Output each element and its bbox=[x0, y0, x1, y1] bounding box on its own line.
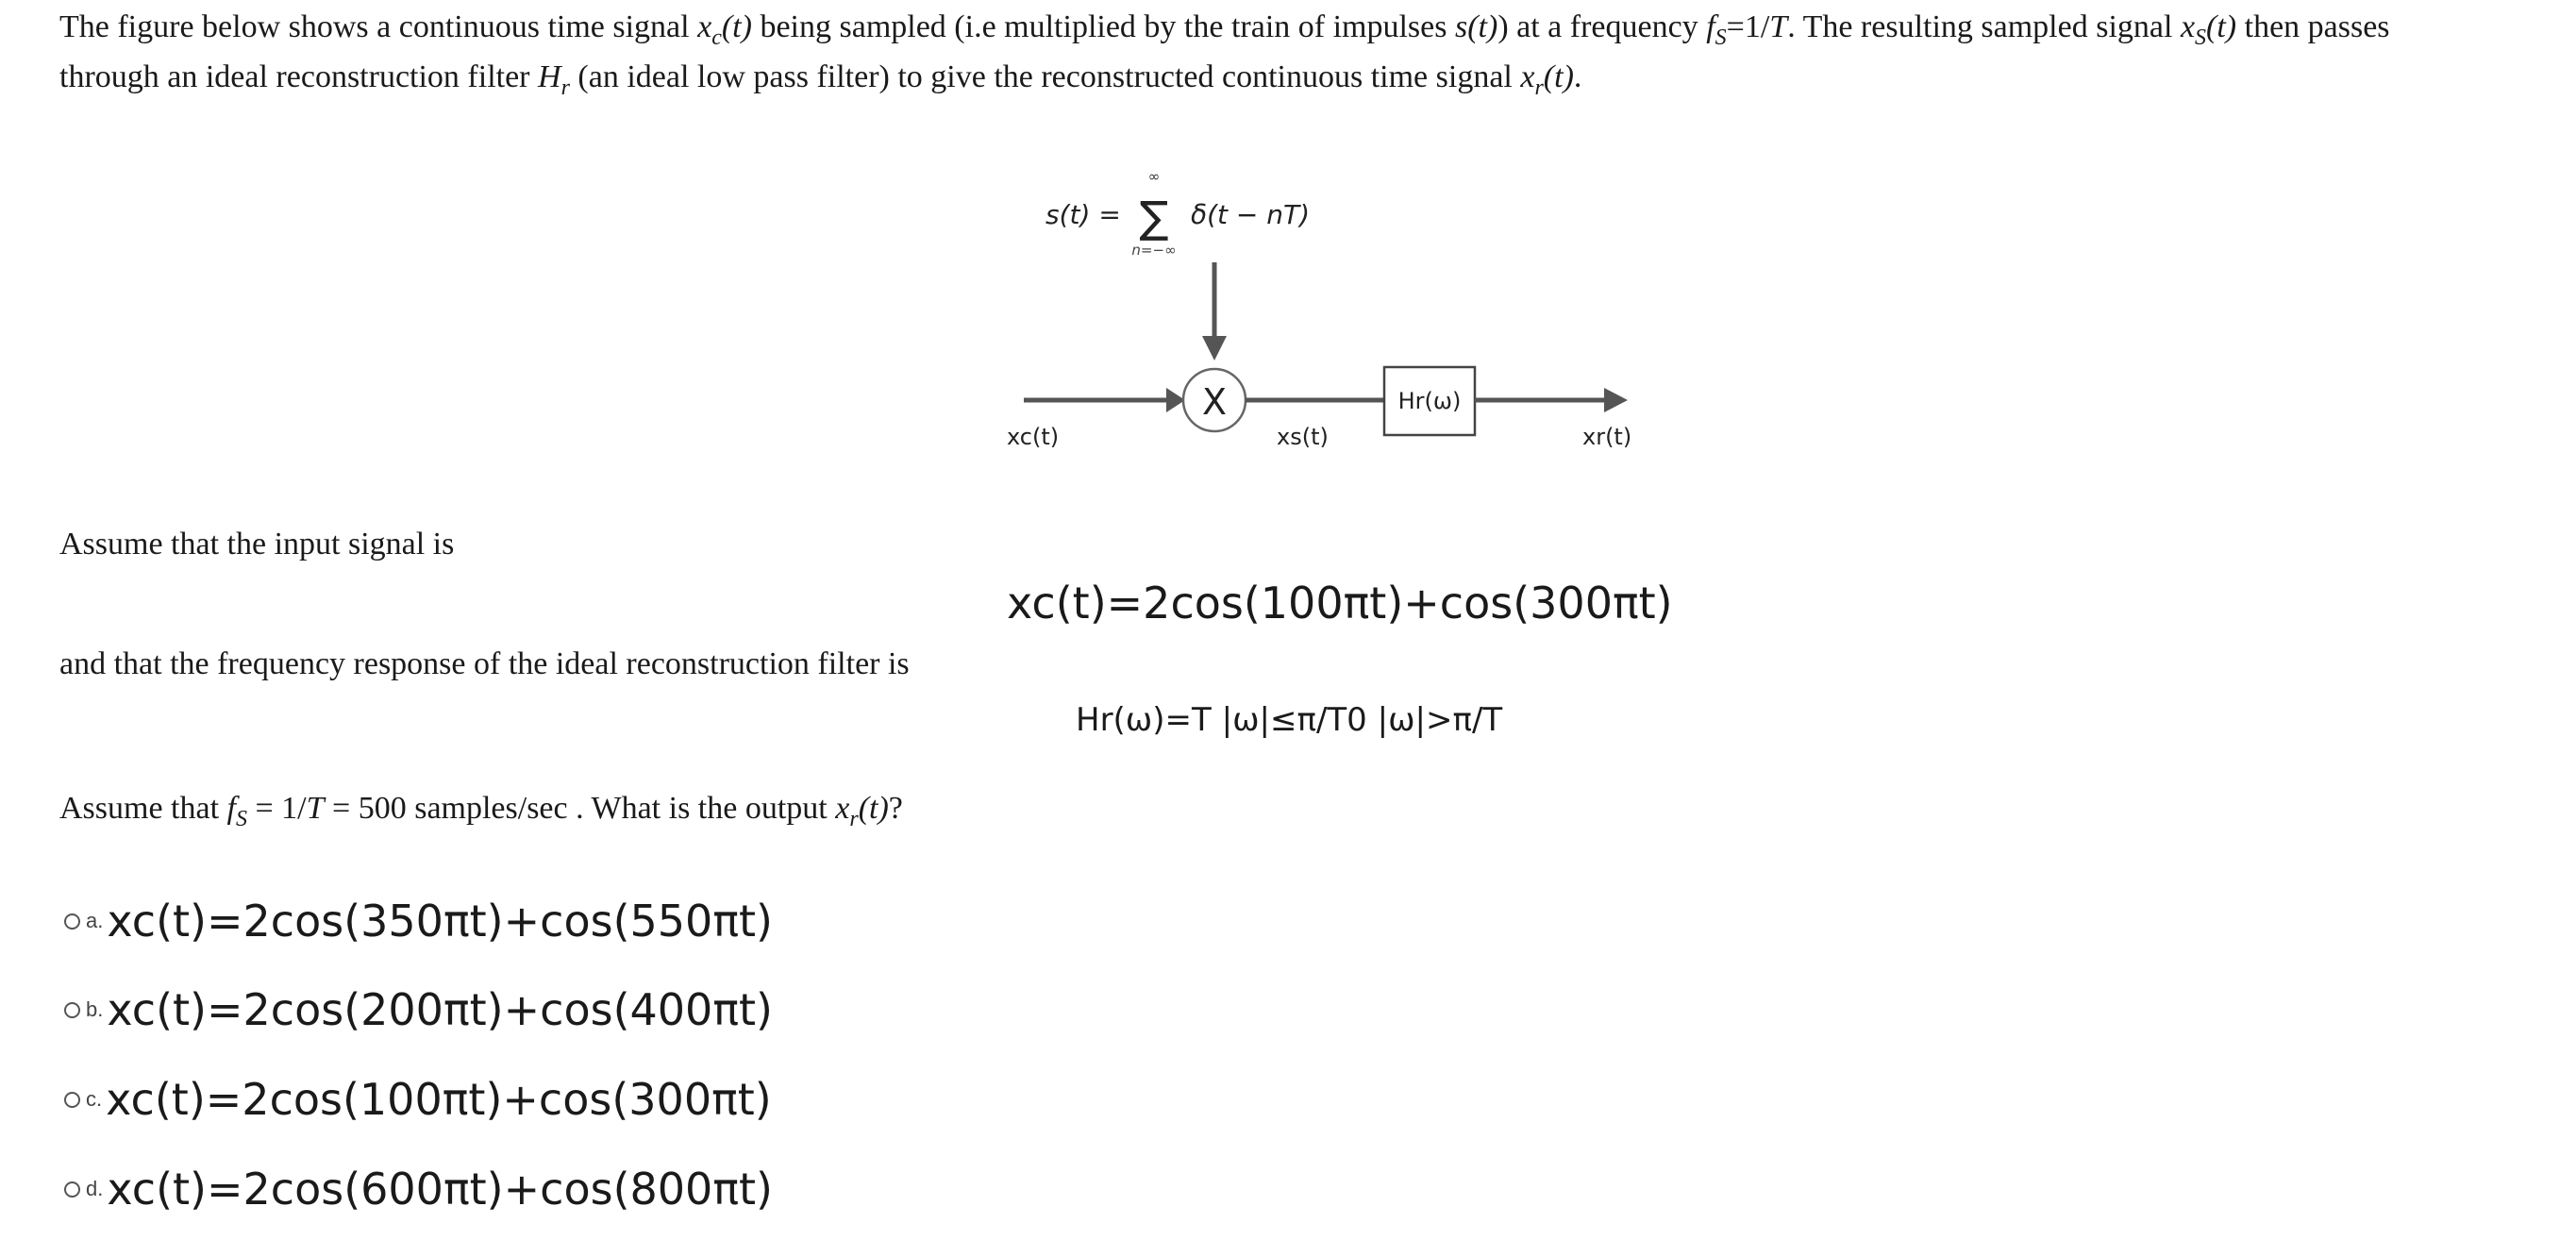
question-part: ? bbox=[888, 791, 903, 826]
sum-lower-limit: n=−∞ bbox=[1131, 242, 1177, 259]
sum-icon: ∑ bbox=[1139, 192, 1169, 243]
option-text: xc(t)=2cos(100πt)+cos(300πt) bbox=[106, 1074, 772, 1125]
filter-response-equation: Hr(ω)=T |ω|≤π/T0 |ω|>π/T bbox=[1076, 701, 1503, 739]
math-var: f bbox=[1706, 9, 1715, 44]
math-sub: S bbox=[236, 807, 247, 831]
option-text: xc(t)=2cos(350πt)+cos(550πt) bbox=[107, 896, 773, 947]
math-arg: (t) bbox=[1543, 59, 1574, 94]
math-sub: S bbox=[2195, 25, 2207, 50]
math-arg: (t) bbox=[1467, 9, 1498, 44]
arrow-right-icon bbox=[1604, 388, 1628, 412]
math-var: x bbox=[835, 791, 850, 826]
math-var: x bbox=[2180, 9, 2196, 44]
answer-option-d[interactable] bbox=[64, 1151, 773, 1227]
intro-text: through an ideal reconstruction filter bbox=[59, 59, 538, 94]
math-sub: r bbox=[849, 807, 859, 831]
sampled-signal-label: xs(t) bbox=[1277, 424, 1329, 450]
math-var: T bbox=[1769, 9, 1788, 44]
question-text bbox=[59, 791, 903, 831]
math-op: =1/ bbox=[1726, 9, 1770, 44]
math-var: H bbox=[538, 59, 561, 94]
frequency-response-text: and that the frequency response of the ideal reconstruction filter is bbox=[59, 646, 910, 681]
answer-option-b[interactable] bbox=[64, 972, 773, 1047]
intro-line-2 bbox=[59, 54, 2569, 104]
intro-text: . bbox=[1573, 59, 1582, 94]
input-signal-label: xc(t) bbox=[1007, 424, 1060, 450]
math-var: x bbox=[1520, 59, 1535, 94]
sampling-block-diagram bbox=[981, 151, 1661, 472]
math-arg: (t) bbox=[2206, 9, 2237, 44]
output-signal-label: xr(t) bbox=[1582, 424, 1632, 450]
intro-text: The figure below shows a continuous time signal bbox=[59, 9, 698, 44]
option-letter: a. bbox=[86, 909, 104, 932]
radio-button[interactable] bbox=[64, 913, 80, 930]
intro-text: being sampled (i.e multiplied by the train of impulses bbox=[751, 9, 1455, 44]
math-var: x bbox=[697, 9, 712, 44]
intro-text: . The resulting sampled signal bbox=[1787, 9, 2181, 44]
math-sub: S bbox=[1715, 25, 1727, 50]
intro-text: ) at a frequency bbox=[1497, 9, 1707, 44]
option-letter: d. bbox=[86, 1177, 104, 1200]
option-text: xc(t)=2cos(200πt)+cos(400πt) bbox=[107, 984, 773, 1035]
sampling-train-lhs: s(t) = bbox=[1045, 199, 1121, 230]
question-part: = 500 samples/sec . What is the output bbox=[324, 791, 836, 826]
input-signal-equation: xc(t)=2cos(100πt)+cos(300πt) bbox=[1007, 578, 1673, 628]
multiply-icon: X bbox=[1201, 381, 1228, 423]
math-var: s bbox=[1454, 9, 1468, 44]
math-var: f bbox=[226, 791, 236, 826]
math-sub: c bbox=[711, 25, 722, 50]
radio-button[interactable] bbox=[64, 1181, 80, 1198]
assume-input-text: Assume that the input signal is bbox=[59, 527, 455, 561]
math-arg: (t) bbox=[721, 9, 752, 44]
impulse-delta: δ(t − nT) bbox=[1191, 199, 1311, 230]
arrow-down-icon bbox=[1202, 336, 1227, 360]
intro-text: then passes bbox=[2236, 9, 2390, 44]
math-sub: r bbox=[1534, 75, 1544, 100]
math-op: = 1/ bbox=[247, 791, 307, 826]
option-text: xc(t)=2cos(600πt)+cos(800πt) bbox=[107, 1164, 773, 1215]
filter-label: Hr(ω) bbox=[1397, 388, 1462, 414]
answer-option-c[interactable] bbox=[64, 1062, 772, 1137]
math-sub: r bbox=[560, 75, 570, 100]
option-letter: c. bbox=[86, 1087, 103, 1111]
math-var: T bbox=[306, 791, 325, 826]
radio-button[interactable] bbox=[64, 1092, 80, 1108]
intro-paragraph bbox=[59, 4, 2569, 104]
intro-line-1 bbox=[59, 4, 2569, 54]
intro-text: (an ideal low pass filter) to give the reconstructed continuous time signal bbox=[569, 59, 1521, 94]
sum-upper-limit: ∞ bbox=[1147, 168, 1161, 185]
answer-option-a[interactable] bbox=[64, 883, 773, 959]
radio-button[interactable] bbox=[64, 1002, 80, 1018]
question-part: Assume that bbox=[59, 791, 227, 826]
math-arg: (t) bbox=[858, 791, 889, 826]
option-letter: b. bbox=[86, 997, 104, 1021]
